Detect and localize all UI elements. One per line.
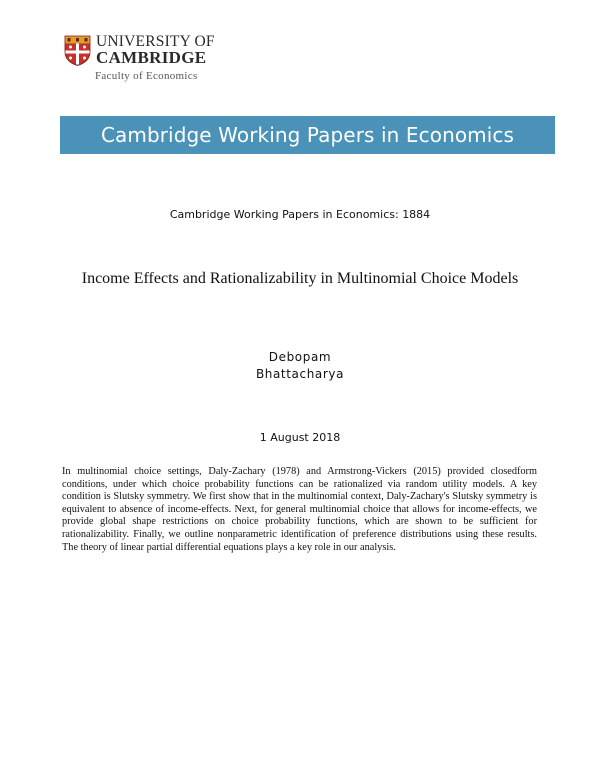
series-banner [60, 116, 555, 154]
author-first-name: Debopam [268, 350, 332, 364]
paper-series-number: Cambridge Working Papers in Economics: 1884 [169, 208, 431, 221]
paper-date: 1 August 2018 [259, 431, 341, 444]
banner-title: Cambridge Working Papers in Economics [100, 123, 515, 147]
university-name-line1: UNIVERSITY OF [96, 33, 215, 50]
paper-title: Income Effects and Rationalizability in Multinomial Choice Models [81, 270, 519, 287]
paper-abstract: In multinomial choice settings, Daly-Zachary (1978) and Armstrong-Vickers (2015) provided closedform conditions, under which choice probability functions can be rationalized via random utility models. A key condition is Slutsky symmetry. We first show that in the multinomial context, Daly-Zachary's Slutsky symmetry is equivalent to absence of income-effects. Next, for general multinomial choice that allows for income-effects, we provide global shape restrictions on choice probability functions, which are shown to be sufficient for rationalizability. Finally, we outline nonparametric identification of preference distributions using these results. The theory of linear partial differential equations plays a key role in our analysis. [62, 466, 537, 553]
faculty-name: Faculty of Economics [95, 70, 198, 82]
university-name-line2: CAMBRIDGE [96, 48, 207, 67]
author-last-name: Bhattacharya [255, 367, 345, 381]
university-crest-icon [64, 35, 91, 66]
paper-author [0, 349, 600, 383]
